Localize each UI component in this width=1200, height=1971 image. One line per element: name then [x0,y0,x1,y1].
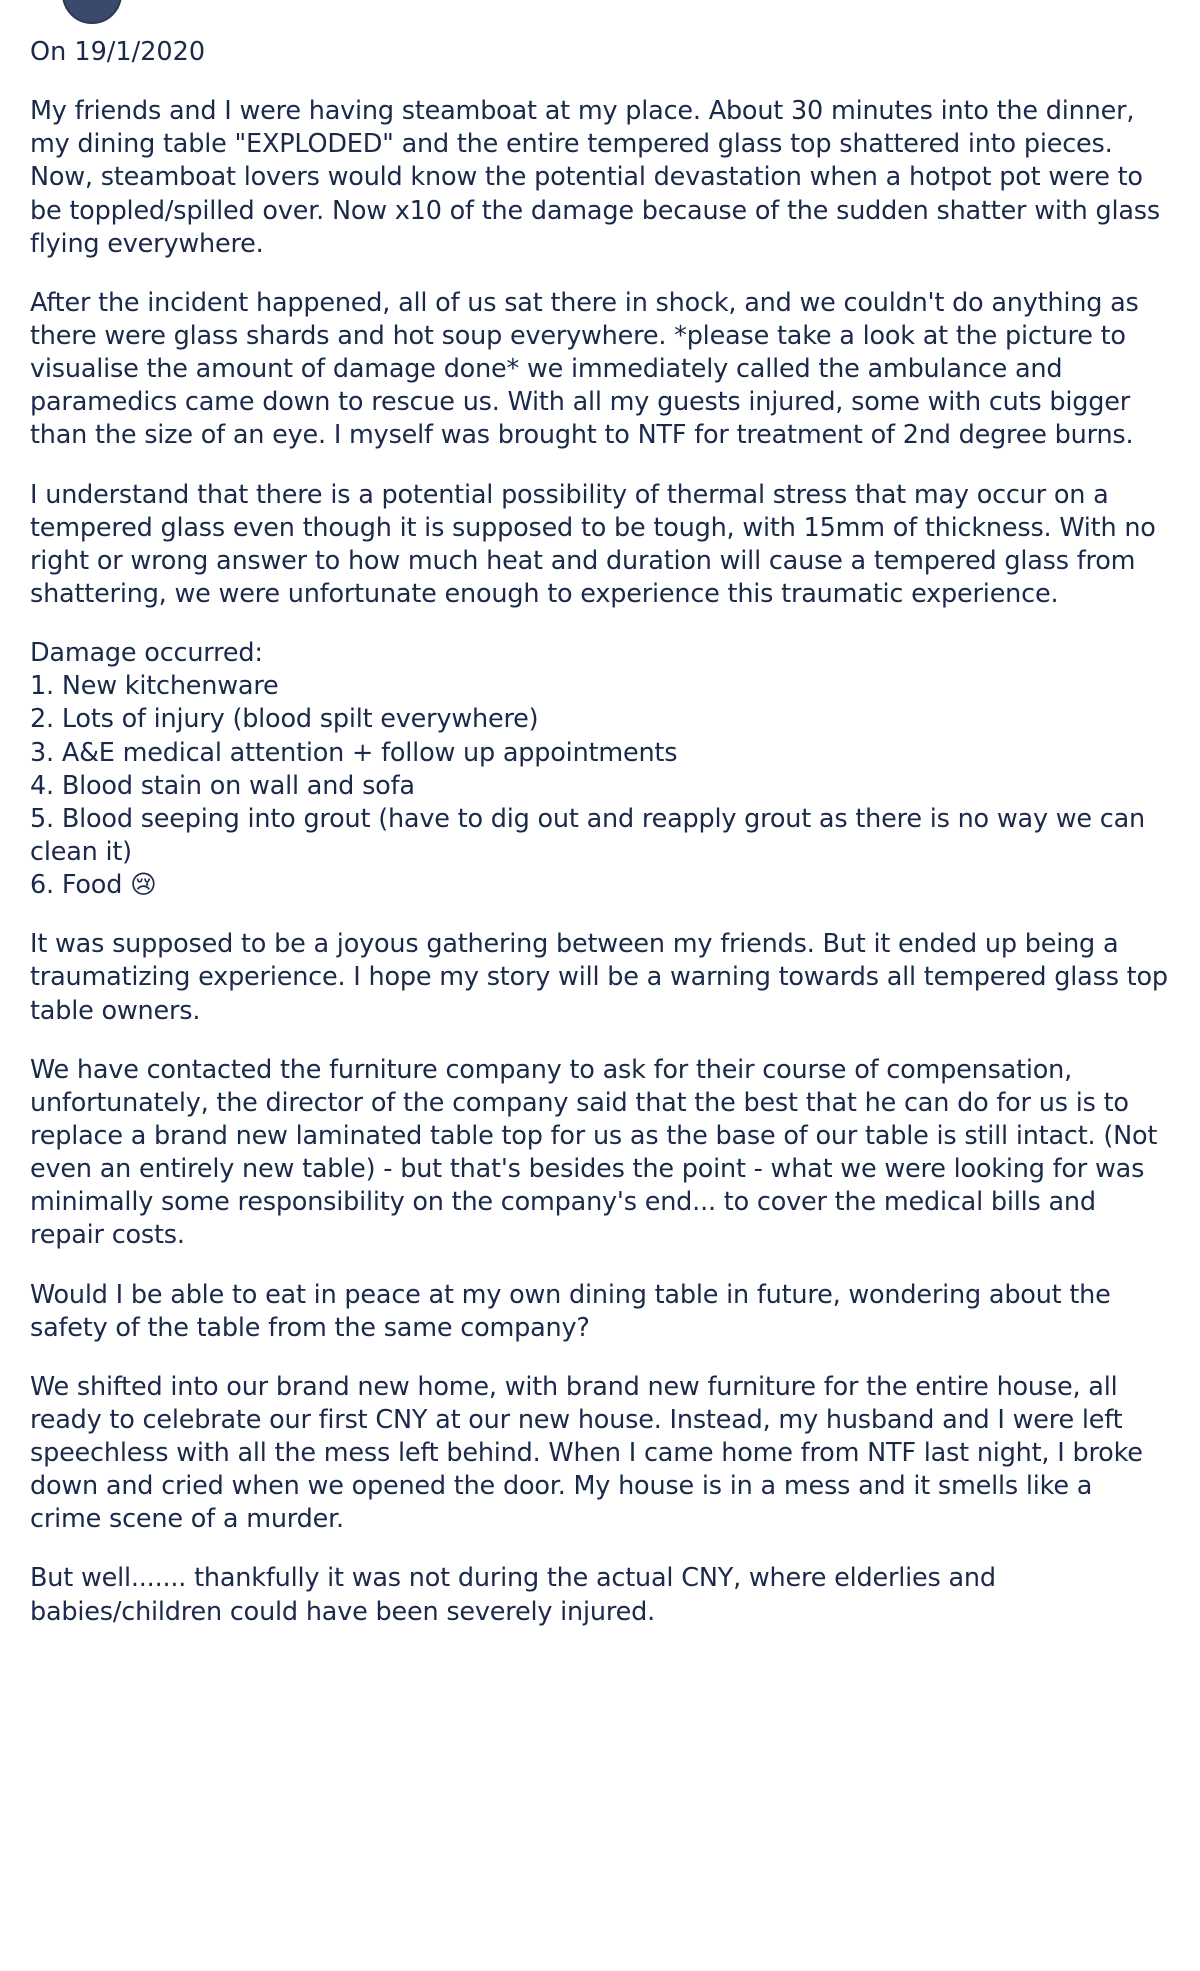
damage-list-item: 5. Blood seeping into grout (have to dig out and reapply grout as there is no way we can clean it) [30,803,1145,867]
post-date: On 19/1/2020 [30,37,206,67]
damage-list-heading: Damage occurred: [30,638,263,669]
avatar [62,0,122,24]
damage-list-item: 6. Food 😢 [30,870,157,901]
post-paragraph: But well....... thankfully it was not during the actual CNY, where elderlies and babies/children could have been severely injured. [30,1563,996,1627]
damage-list-block [30,637,1170,902]
damage-list-item: 1. New kitchenware [30,671,279,702]
post-paragraph: We shifted into our brand new home, with brand new furniture for the entire house, all ready to celebrate our first CNY at our new house. Instead, my husband and I were left speechless with all the mess left behind. When I came home from NTF last night, I broke down and cried when we opened the door. My house is in a mess and it smells like a crime scene of a murder. [30,1371,1143,1535]
damage-list-item: 2. Lots of injury (blood spilt everywhere) [30,704,539,735]
post-paragraph: It was supposed to be a joyous gathering between my friends. But it ended up being a traumatizing experience. I hope my story will be a warning towards all tempered glass top table owners. [30,929,1168,1026]
avatar-strip [30,0,1170,24]
damage-list-item: 3. A&E medical attention + follow up appointments [30,737,678,768]
post-paragraph: I understand that there is a potential possibility of thermal stress that may occur on a tempered glass even though it is supposed to be tough, with 15mm of thickness. With no right or wrong answer to how much heat and duration will cause a tempered glass from shattering, we were unfortunate enough to experience this traumatic experience. [30,479,1156,609]
post-paragraph: We have contacted the furniture company to ask for their course of compensation, unfortunately, the director of the company said that the best that he can do for us is to replace a brand new laminated table top for us as the base of our table is still intact. (Not even an entirely new table) - but that's besides the point - what we were looking for was minimally some responsibility on the company's end... to cover the medical bills and repair costs. [30,1054,1158,1251]
damage-list-item: 4. Blood stain on wall and sofa [30,770,415,801]
post-paragraph: Would I be able to eat in peace at my own dining table in future, wondering about the safety of the table from the same company? [30,1279,1111,1343]
post-paragraph: After the incident happened, all of us sat there in shock, and we couldn't do anything as there were glass shards and hot soup everywhere. *please take a look at the picture to visualise the amount of damage done* we immediately called the ambulance and paramedics came down to rescue us. With all my guests injured, some with cuts bigger than the size of an eye. I myself was brought to NTF for treatment of 2nd degree burns. [30,287,1139,451]
post-body [30,24,1170,1629]
post-paragraph: My friends and I were having steamboat at my place. About 30 minutes into the dinner, my dining table "EXPLODED" and the entire tempered glass top shattered into pieces. Now, steamboat lovers would know the potential devastation when a hotpot pot were to be toppled/spilled over. Now x10 of the damage because of the sudden shatter with glass flying everywhere. [30,96,1160,259]
